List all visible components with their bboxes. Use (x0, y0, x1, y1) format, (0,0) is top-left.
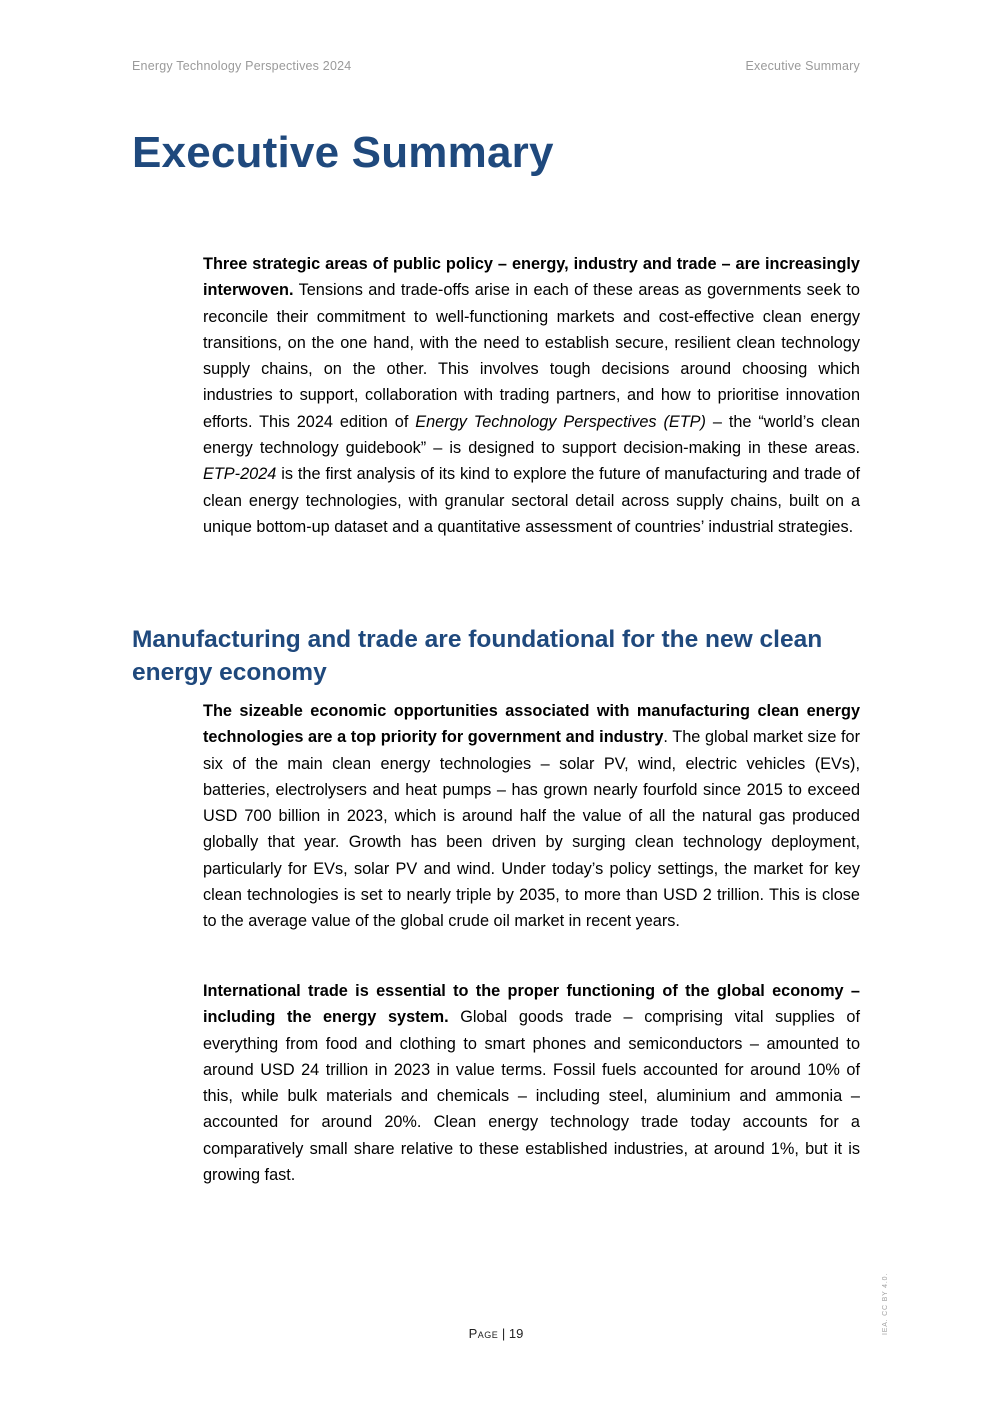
market-size-paragraph (203, 698, 860, 935)
trade-lead-sentence: International trade is essential to the proper functioning of the global economy – including the energy system. (203, 982, 860, 1027)
section-heading: Manufacturing and trade are foundational for the new clean energy economy (132, 626, 823, 686)
intro-lead-sentence: Three strategic areas of public policy – energy, industry and trade – are increasingly interwoven. (203, 255, 860, 300)
page-label: Page (468, 1326, 499, 1341)
running-header-report-title: Energy Technology Perspectives 2024 (132, 59, 352, 73)
page-separator: | (498, 1326, 509, 1341)
trade-body-text: Global goods trade – comprising vital supplies of everything from food and clothing to smart phones and semiconductors – amounted to around USD 24 trillion in 2023 in value terms. Fossil fuels accounted for around 10% of this, while bulk materials and chemicals – including steel, aluminium and ammonia – accounted for around 20%. Clean energy technology trade today accounts for a comparatively small share relative to these established industries, at around 1%, but it is growing fast. (203, 1008, 860, 1185)
intro-publication-title: Energy Technology Perspectives (ETP) (415, 412, 706, 431)
market-size-body-text: . The global market size for six of the main clean energy technologies – solar PV, wind, electric vehicles (EVs), batteries, electrolysers and heat pumps – has grown nearly fourfold since 2015 to exceed USD 700 billion in 2023, which is around half the value of all the natural gas produced globally that year. Growth has been driven by surging clean technology deployment, particularly for EVs, solar PV and wind. Under today’s policy settings, the market for key clean technologies is set to nearly triple by 2035, to more than USD 2 trillion. This is close to the average value of the global crude oil market in recent years. (203, 728, 860, 931)
page-title: Executive Summary (132, 128, 554, 177)
intro-text-part-3: is the first analysis of its kind to explore the future of manufacturing and trade of clean energy technologies, with granular sectoral detail across supply chains, built on a unique bottom-up dataset and a quantitative assessment of countries’ industrial strategies. (203, 465, 860, 536)
page-number: 19 (508, 1326, 524, 1341)
license-note: IEA. CC BY 4.0. (882, 1272, 889, 1335)
intro-paragraph (203, 251, 860, 540)
running-header-section-title: Executive Summary (745, 59, 860, 73)
intro-text-part-1: Tensions and trade-offs arise in each of these areas as governments seek to reconcile their commitment to well-functioning markets and cost-effective clean energy transitions, on the one hand, with the need to establish secure, resilient clean technology supply chains, on the other. This involves tough decisions around choosing which industries to support, collaboration with trading partners, and how to prioritise innovation efforts. This 2024 edition of (203, 281, 860, 431)
intro-edition-name: ETP-2024 (203, 465, 277, 484)
trade-paragraph (203, 978, 860, 1188)
market-size-lead-sentence: The sizeable economic opportunities associated with manufacturing clean energy technologies are a top priority for government and industry (203, 702, 860, 747)
intro-text-part-2: – the “world’s clean energy technology guidebook” – is designed to support decision-making in these areas. (203, 412, 861, 458)
page-footer (0, 1326, 992, 1341)
